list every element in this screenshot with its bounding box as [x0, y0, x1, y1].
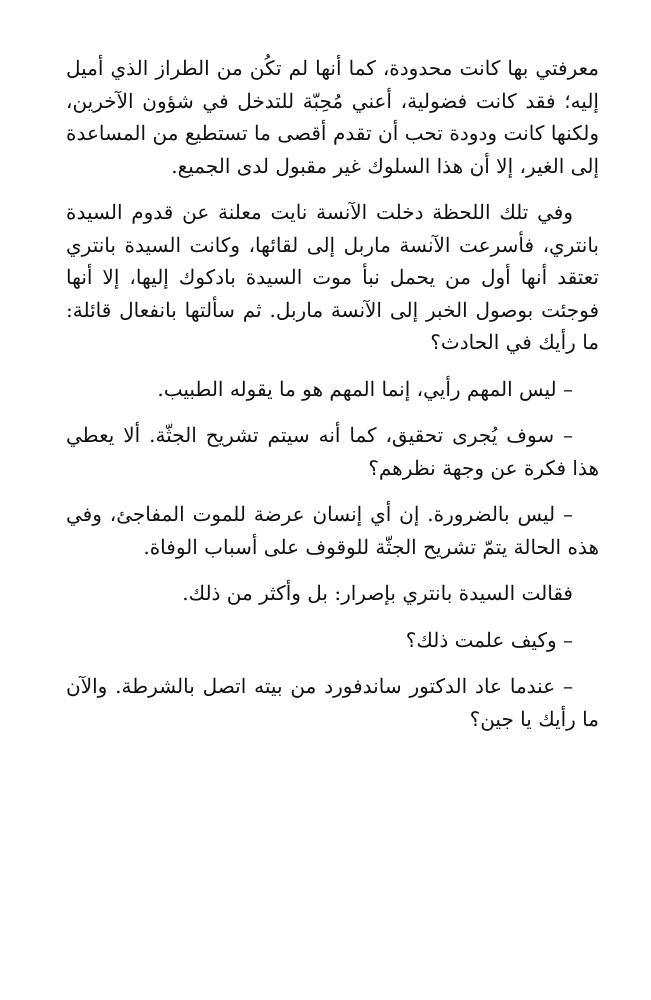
- dialogue-line: – وكيف علمت ذلك؟: [405, 627, 573, 652]
- paragraph-narration: فقالت السيدة بانتري بإصرار: بل وأكثر من ذلك.: [182, 581, 573, 605]
- dialogue-line: – عندما عاد الدكتور ساندفورد من بيته اتصل بالشرطة. والآن ما رأيك يا جين؟: [66, 674, 599, 731]
- dialogue-line: – ليس بالضرورة. إن أي إنسان عرضة للموت المفاجئ، وفي هذه الحالة يتمّ تشريح الجثّة للوقوف على أسباب الوفاة.: [66, 502, 599, 559]
- dialogue-line: – سوف يُجرى تحقيق، كما أنه سيتم تشريح الجثّة. ألا يعطي هذا فكرة عن وجهة نظرهم؟: [66, 423, 599, 480]
- paragraph-continued: معرفتي بها كانت محدودة، كما أنها لم تكُن من الطراز الذي أميل إليه؛ فقد كانت فضولية، أعني مُحِبّة للتدخل في شؤون الآخرين، ولكنها كانت ودودة تحب أن تقدم أقصى ما تستطيع من المساعدة إلى الغير، إلا أن هذا السلوك غير مقبول لدى الجميع.: [66, 56, 599, 178]
- dialogue-line: – ليس المهم رأيي، إنما المهم هو ما يقوله الطبيب.: [157, 376, 573, 401]
- paragraph-narration: وفي تلك اللحظة دخلت الآنسة نايت معلنة عن قدوم السيدة بانتري، فأسرعت الآنسة ماربل إلى لقائها، وكانت السيدة بانتري تعتقد أنها أول من يحمل نبأ موت السيدة بادكوك إليها، إلا أنها فوجئت بوصول الخبر إلى الآنسة ماربل. ثم سألتها بانفعال قائلة: ما رأيك في الحادث؟: [66, 200, 599, 354]
